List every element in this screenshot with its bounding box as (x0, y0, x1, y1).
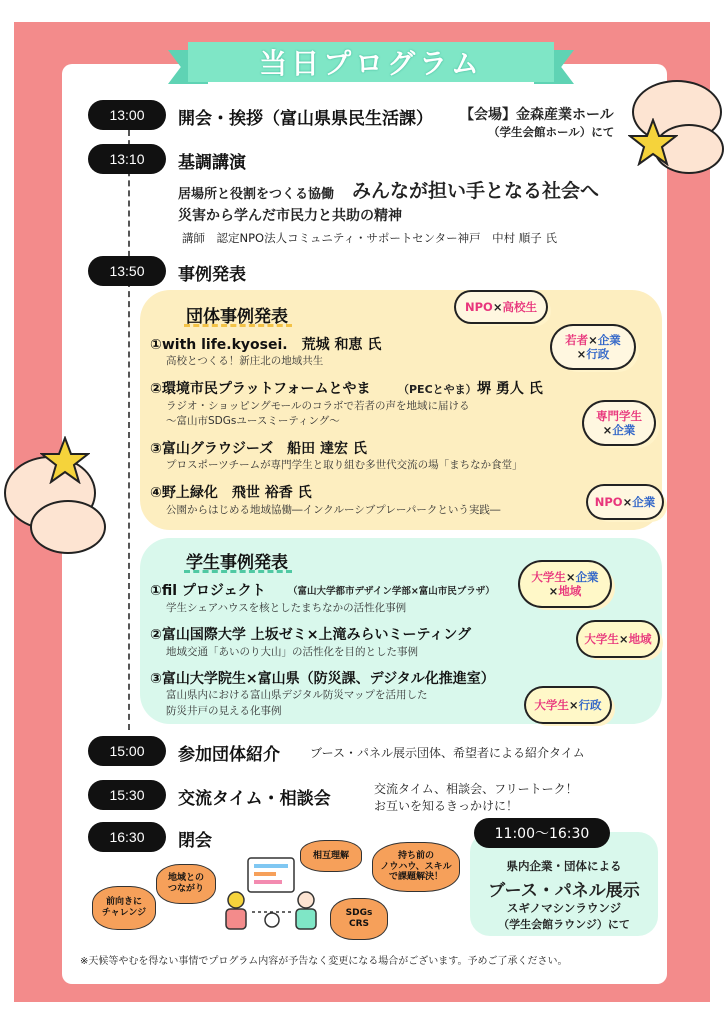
tag-part: 大学生 (531, 569, 566, 584)
closing-heading: 閉会 (178, 831, 212, 851)
group-case-title-end: 堺 勇人 氏 (477, 381, 543, 397)
time-badge: 13:00 (88, 100, 166, 130)
intro-desc: ブース・パネル展示団体、希望者による紹介タイム (310, 746, 585, 760)
student-cases-title: 学生事例発表 (186, 553, 288, 573)
booth-line1: 県内企業・団体による (506, 859, 622, 873)
tag-part: 行政 (586, 347, 610, 361)
group-case-desc: プロスポーツチームが専門学生と取り組む多世代交流の場「まちなか食堂」 (166, 459, 523, 471)
collab-tag (526, 688, 610, 722)
tag-part: 企業 (612, 423, 636, 437)
cases-heading: 事例発表 (178, 265, 246, 285)
divider (184, 324, 292, 327)
exchange-heading: 交流タイム・相談会 (178, 789, 331, 809)
cloud-text: SDGs (345, 908, 373, 919)
group-case-desc: ラジオ・ショッピングモールのコラボで若者の声を地域に届ける (166, 400, 470, 412)
booth-line3: スギノマシンラウンジ (506, 901, 622, 915)
tag-cross: × (565, 569, 576, 584)
cloud-text: CRS (348, 919, 370, 929)
collab-tag (520, 562, 610, 606)
tag-part: 行政 (578, 697, 602, 712)
keynote-subtitle-large: みんなが担い手となる社会へ (352, 180, 600, 202)
keynote-subtitle-small: 居場所と役割をつくる協働 (178, 187, 335, 202)
collab-tag (578, 622, 658, 656)
time-badge: 15:00 (88, 736, 166, 766)
exchange-desc: 交流タイム、相談会、フリートーク！ (374, 782, 578, 796)
tag-cross: × (576, 347, 587, 361)
tag-part: 地域 (628, 631, 652, 646)
group-case-desc: 公園からはじめる地域協働―インクルーシブプレーパークという実践― (166, 504, 501, 516)
time-badge: 15:30 (88, 780, 166, 810)
star-icon (628, 118, 678, 166)
collaboration-illustration-icon (222, 852, 322, 936)
group-case-title: ①with life.kyosei. 荒城 和恵 氏 (150, 337, 382, 353)
tag-part: 大学生 (534, 697, 569, 712)
page-title: 当日プログラム (259, 47, 483, 80)
time-badge: 13:50 (88, 256, 166, 286)
tag-part: NPO (594, 494, 623, 509)
keyword-cloud (156, 864, 216, 904)
cloud-left-2 (30, 500, 106, 554)
tag-cross: × (622, 494, 633, 509)
timeline-line (128, 130, 130, 730)
keyword-cloud (92, 886, 156, 930)
keynote-speaker: 講師 認定NPO法人コミュニティ・サポートセンター神戸 中村 順子 氏 (182, 231, 557, 245)
student-case-title: ③富山大学院生×富山県（防災課、デジタル化推進室） (150, 671, 495, 687)
tag-cross: × (588, 332, 598, 347)
tag-part: 大学生 (584, 631, 619, 646)
collab-tag (552, 326, 634, 368)
group-cases-title: 団体事例発表 (186, 307, 288, 327)
title-ribbon (188, 42, 554, 88)
exchange-desc: お互いを知るきっかけに！ (374, 799, 519, 813)
tag-part: 地域 (558, 584, 582, 598)
footnote: ※天候等やむを得ない事情でプログラム内容が予告なく変更になる場合がございます。予めご了承ください。 (80, 956, 568, 967)
group-case-title-small: （PECとやま） (398, 383, 477, 396)
keynote-line2: 災害から学んだ市民力と共助の精神 (178, 208, 402, 224)
student-case-title: ①fil プロジェクト (150, 583, 266, 599)
cloud-text: チャレンジ (101, 908, 147, 918)
keyword-cloud (372, 842, 460, 892)
group-case-title: ②環境市民プラットフォームとやま (150, 381, 371, 397)
cloud-text: 地域との (167, 873, 204, 884)
tag-cross: × (602, 423, 613, 437)
tag-part: 高校生 (502, 299, 537, 314)
booth-line2: ブース・パネル展示 (488, 881, 640, 901)
tag-cross: × (492, 299, 503, 314)
ribbon-band (188, 42, 554, 82)
star-icon (40, 436, 90, 484)
collab-tag (584, 402, 654, 444)
student-case-title-small: （富山大学都市デザイン学部×富山市民プラザ） (288, 586, 495, 597)
collab-tag (588, 486, 662, 518)
time-badge: 16:30 (88, 822, 166, 852)
booth-time-badge: 11:00〜16:30 (474, 818, 610, 848)
cloud-text: つながり (167, 884, 204, 894)
group-case-title: ④野上緑化 飛世 裕香 氏 (150, 485, 312, 501)
venue-label: 【会場】金森産業ホール (460, 107, 614, 123)
time-badge: 13:10 (88, 144, 166, 174)
divider (184, 570, 292, 573)
cloud-text: で課題解決！ (388, 872, 443, 883)
opening-heading: 開会・挨拶（富山県県民生活課） (178, 109, 433, 129)
tag-cross: × (618, 631, 629, 646)
cloud-text: 相互理解 (312, 850, 349, 861)
group-case-desc: 高校とつくる！新庄北の地域共生 (166, 355, 324, 367)
student-case-desc: 防災井戸の見える化事例 (166, 705, 282, 717)
tag-part: 若者 (565, 332, 589, 347)
tag-cross: × (568, 697, 579, 712)
group-case-title: ③富山グラウジーズ 船田 達宏 氏 (150, 441, 367, 457)
keynote-heading: 基調講演 (178, 153, 246, 173)
tag-part: 専門学生 (596, 408, 642, 423)
student-case-desc: 学生シェアハウスを核としたまちなかの活性化事例 (166, 602, 407, 614)
cloud-text: ノウハウ、スキル (380, 861, 452, 872)
cloud-text: 持ち前の (397, 850, 434, 861)
student-case-title: ②富山国際大学 上坂ゼミ×上滝みらいミーティング (150, 627, 472, 643)
tag-part: NPO (465, 299, 493, 314)
collab-tag (456, 292, 546, 322)
tag-part: 企業 (575, 569, 599, 584)
cloud-text: 前向きに (105, 897, 142, 908)
booth-line4: （学生会館ラウンジ）にて (498, 918, 630, 931)
tag-part: 企業 (597, 332, 621, 347)
tag-cross: × (548, 584, 559, 598)
student-case-desc: 富山県内における富山県デジタル防災マップを活用した (166, 689, 428, 701)
venue-sub: （学生会館ホール）にて (488, 125, 615, 139)
student-case-desc: 地域交通「あいのり大山」の活性化を目的とした事例 (166, 646, 418, 658)
intro-heading: 参加団体紹介 (178, 745, 280, 765)
group-case-desc: ～富山市SDGsユースミーティング～ (166, 415, 340, 427)
tag-part: 企業 (632, 494, 656, 509)
keyword-cloud (330, 898, 388, 940)
